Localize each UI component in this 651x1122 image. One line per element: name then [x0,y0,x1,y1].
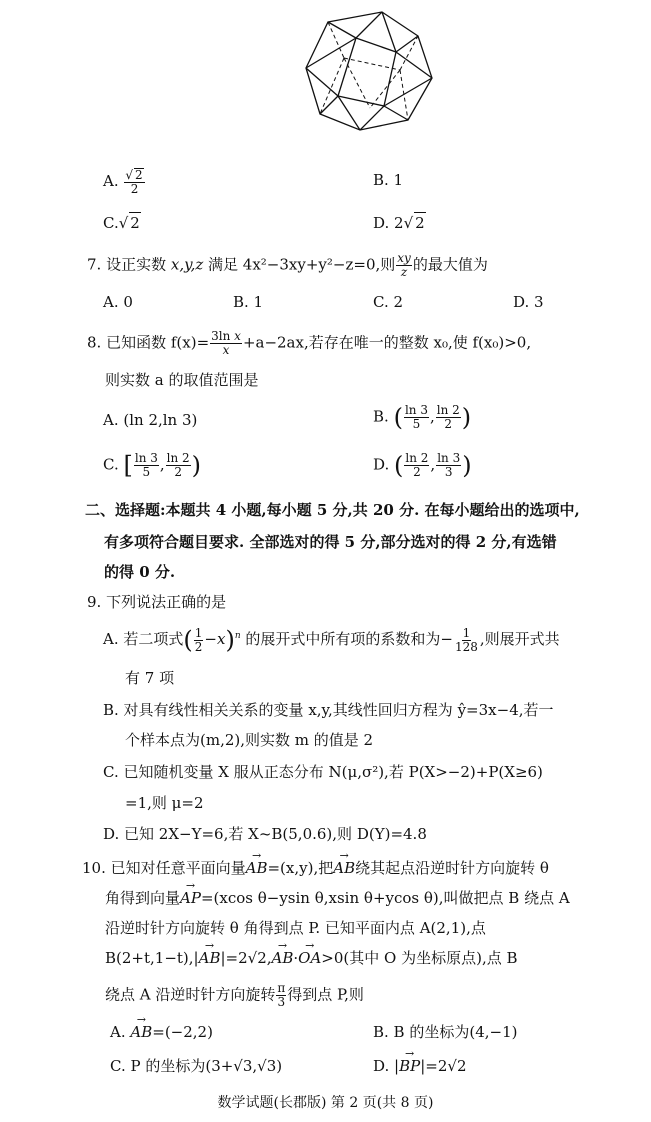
q6-option-d[interactable]: D. 2√ 2 [373,214,425,232]
q9-option-a[interactable]: A. 若二项式( $\frac{1}{2}$ −x)$^n$ 的展开式中所有项的系数和为− $\frac{1}{128}$ ,则展开式共 [103,625,560,654]
q7-stem: 7. 设正实数 x,y,z 满足 4x²−3xy+y²−z=0,则 $\frac{xy}{z}$ 的最大值为 [87,251,488,279]
q10-line4: B(2+t,1−t),|→ AB|=2√2,→ AB·→ OA>0(其中 O 为坐标原点),点 B [105,948,518,968]
q6-option-a[interactable]: A. $\frac{√ 2}{2}$ [103,168,143,196]
q10-option-b[interactable]: B. B 的坐标为(4,−1) [373,1023,518,1041]
section2-line3: 的得 0 分. [104,563,176,581]
q8-line2: 则实数 a 的取值范围是 [105,371,259,389]
q10-line5: 绕点 A 沿逆时针方向旋转 $\frac{\pi}{3}$ 得到点 P,则 [105,981,364,1009]
q10-line1: 10. 已知对任意平面向量→ AB=(x,y),把→ AB绕其起点沿逆时针方向旋转 θ [82,858,549,878]
q10-option-c[interactable]: C. P 的坐标为(3+√3,√3) [110,1057,283,1075]
q10-option-d[interactable]: D. |→ BP|=2√2 [373,1056,467,1076]
q6-option-c[interactable]: C.√ 2 [103,214,140,232]
q9-option-b[interactable]: B. 对具有线性相关关系的变量 x,y,其线性回归方程为 ŷ=3x−4,若一 [103,701,554,719]
q7-option-d[interactable]: D. 3 [513,293,544,311]
q10-option-a[interactable]: A. → AB=(−2,2) [110,1022,213,1042]
q9-option-c[interactable]: C. 已知随机变量 X 服从正态分布 N(μ,σ²),若 P(X>−2)+P(X≥6) [103,763,543,781]
q9-option-c-line2: =1,则 μ=2 [125,794,204,812]
q10-line3: 沿逆时针方向旋转 θ 角得到点 P. 已知平面内点 A(2,1),点 [105,919,486,937]
section2-line2: 有多项符合题目要求. 全部选对的得 5 分,部分选对的得 2 分,有选错 [104,533,557,551]
page-footer: 数学试题(长郡版) 第 2 页(共 8 页) [217,1095,434,1111]
q9-stem: 9. 下列说法正确的是 [87,593,227,611]
q6-option-b[interactable]: B. 1 [373,171,404,189]
q8-option-b[interactable]: B. ( $\frac{\ln 3}{5}$ , $\frac{\ln 2}{2}$ ) [373,403,472,432]
q7-option-a[interactable]: A. 0 [103,293,133,311]
q8-stem: 8. 已知函数 f(x)= $\frac{\text{3ln x}}{x}$ +a−2ax,若存在唯一的整数 x₀,使 f(x₀)>0, [87,329,532,357]
q9-option-b-line2: 个样本点为(m,2),则实数 m 的值是 2 [125,731,374,749]
q9-option-d[interactable]: D. 已知 2X−Y=6,若 X~B(5,0.6),则 D(Y)=4.8 [103,825,427,843]
q7-option-c[interactable]: C. 2 [373,293,404,311]
q8-option-d[interactable]: D. ( $\frac{\ln 2}{2}$ , $\frac{\ln 3}{3}$ ) [373,451,472,480]
polyhedron-figure [300,8,440,133]
fraction: $\frac{√ 2}{2}$ [125,168,143,196]
q9-option-a-line2: 有 7 项 [125,669,175,687]
q7-option-b[interactable]: B. 1 [233,293,264,311]
q10-line2: 角得到向量→ AP=(xcos θ−ysin θ,xsin θ+ycos θ),叫做把点 B 绕点 A [105,888,570,908]
q8-option-c[interactable]: C. [ $\frac{\ln 3}{5}$ , $\frac{\ln 2}{2}$ ) [103,451,202,480]
section2-line1: 二、选择题:本题共 4 小题,每小题 5 分,共 20 分. 在每小题给出的选项中, [85,501,580,519]
q8-option-a[interactable]: A. (ln 2,ln 3) [103,411,198,429]
